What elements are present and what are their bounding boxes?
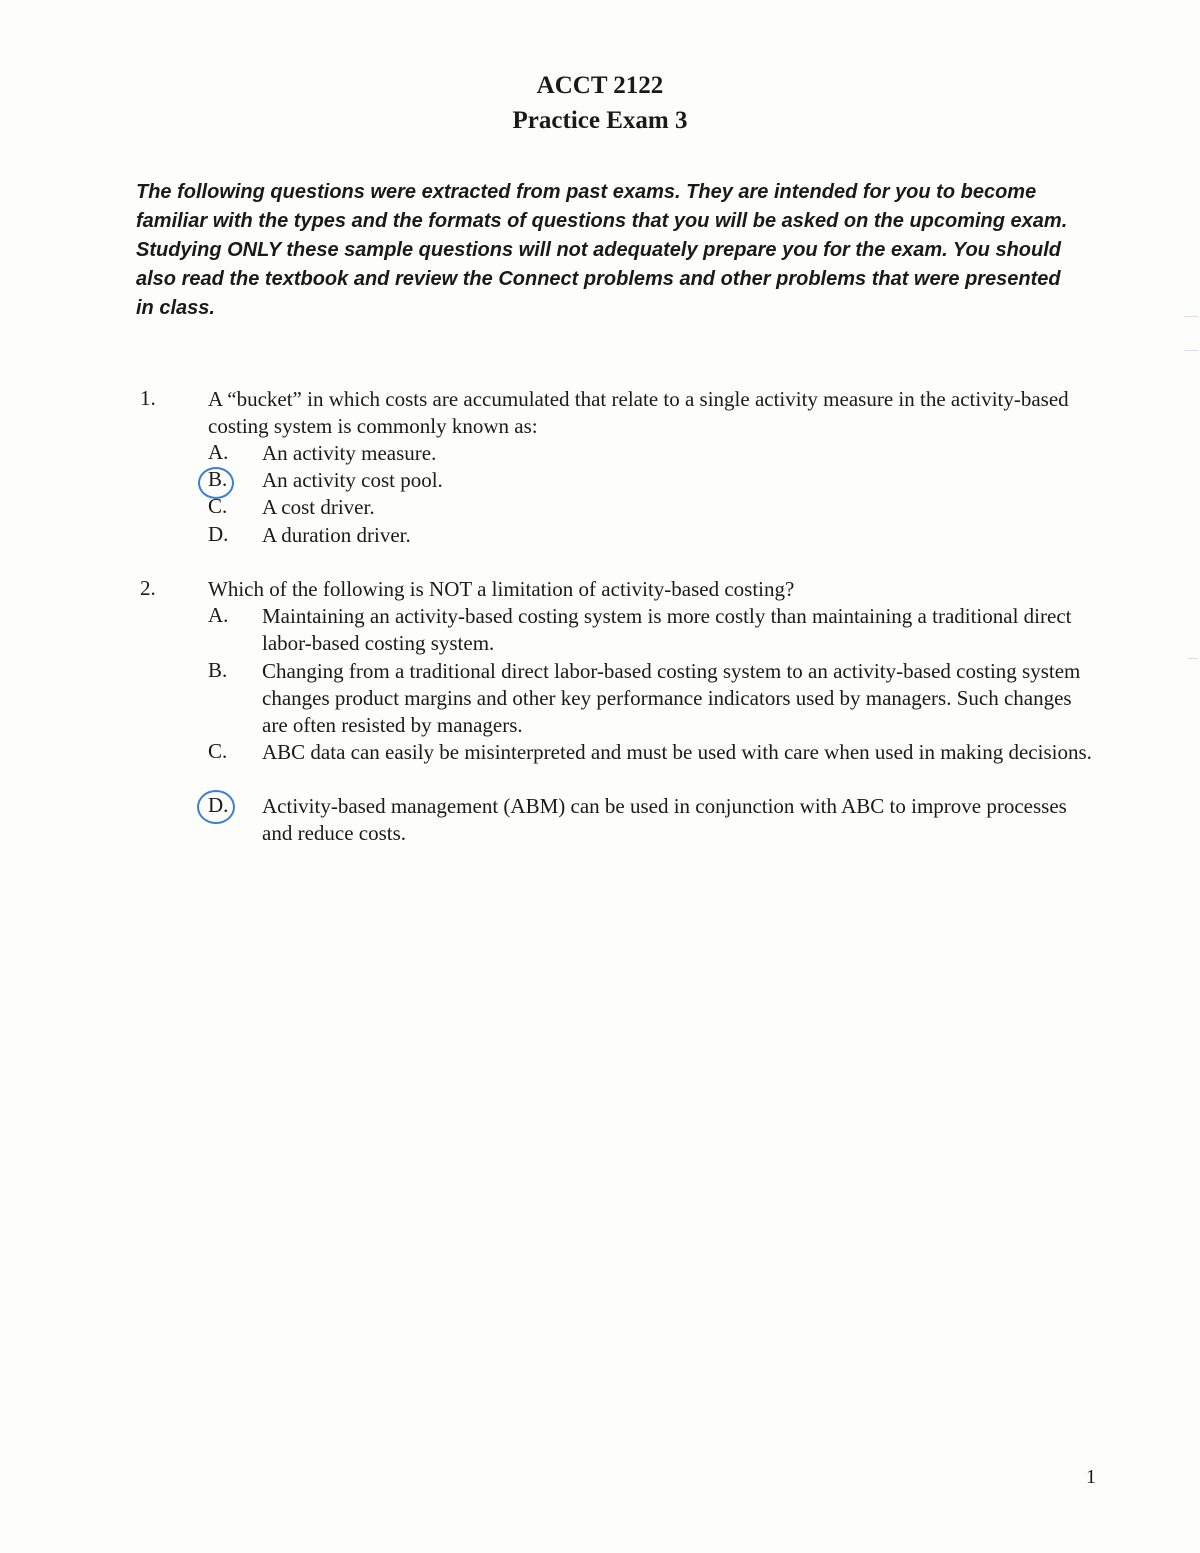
intro-paragraph: The following questions were extracted from past exams. They are intended for you to become familiar with the types and the formats of questions that you will be asked on the upcoming exam. Studying ONLY these sample questions will not adequately prepare you for the exam. You should also read the textbook and review the Connect problems and other problems that were presented in class. xyxy=(136,181,1068,319)
option-letter: D. xyxy=(208,793,229,817)
question-stem: Which of the following is NOT a limitation of activity-based costing? xyxy=(208,577,795,601)
option-text: A duration driver. xyxy=(262,523,411,547)
question-stem: A “bucket” in which costs are accumulated that relate to a single activity measure in the activity-based costing system is commonly known as: xyxy=(208,387,1069,438)
option-text: ABC data can easily be misinterpreted and must be used with care when used in making decisions. xyxy=(262,740,1092,764)
question-number: 1. xyxy=(140,386,156,410)
question-number: 2. xyxy=(140,576,156,600)
option-text: Activity-based management (ABM) can be used in conjunction with ABC to improve processes and reduce costs. xyxy=(262,794,1067,845)
scan-artifact xyxy=(1184,316,1198,317)
option-letter: A. xyxy=(208,440,229,464)
option-letter: A. xyxy=(208,603,229,627)
option-letter: C. xyxy=(208,739,228,763)
option-letter: D. xyxy=(208,522,229,546)
scan-artifact xyxy=(1184,350,1198,351)
option-text: An activity cost pool. xyxy=(262,468,443,492)
option-letter: B. xyxy=(208,467,228,491)
option-text: Maintaining an activity-based costing system is more costly than maintaining a traditional direct labor-based costing system. xyxy=(262,604,1072,655)
page-number: 1 xyxy=(1086,1466,1096,1488)
exam-title: Practice Exam 3 xyxy=(512,107,688,134)
scan-artifact xyxy=(1188,658,1198,659)
option-text: Changing from a traditional direct labor-based costing system to an activity-based costing system changes product margins and other key performance indicators used by managers. Such changes are often resisted by managers. xyxy=(262,659,1081,737)
option-text: An activity measure. xyxy=(262,441,437,465)
option-letter: B. xyxy=(208,658,228,682)
option-letter: C. xyxy=(208,494,228,518)
option-text: A cost driver. xyxy=(262,495,375,519)
course-title: ACCT 2122 xyxy=(536,72,664,99)
